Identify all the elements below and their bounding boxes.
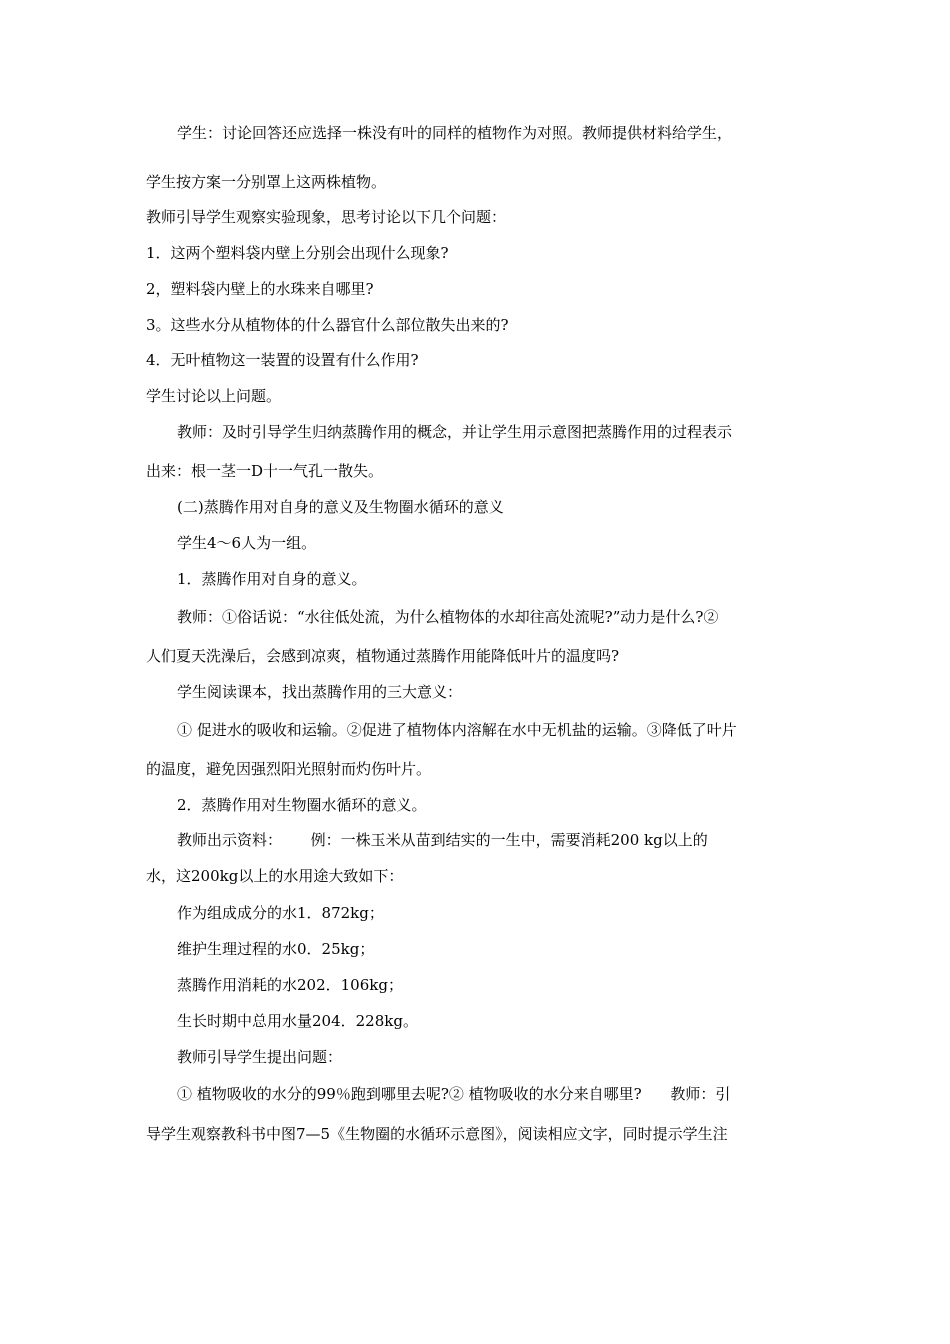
text-line: 教师：及时引导学生归纳蒸腾作用的概念，并让学生用示意图把蒸腾作用的过程表示 xyxy=(177,423,733,441)
text-line: 人们夏天洗澡后，会感到凉爽，植物通过蒸腾作用能降低叶片的温度吗? xyxy=(146,647,620,665)
text-line: 学生：讨论回答还应选择一株没有叶的同样的植物作为对照。教师提供材料给学生， xyxy=(177,124,733,142)
text-line: 1．这两个塑料袋内壁上分别会出现什么现象? xyxy=(146,244,449,262)
text-line: 作为组成成分的水1．872kg； xyxy=(177,904,384,922)
text-line: 水，这200kg以上的水用途大致如下： xyxy=(146,867,404,885)
text-line: 维护生理过程的水0．25kg； xyxy=(177,940,375,958)
text-line: 教师引导学生提出问题： xyxy=(177,1048,343,1066)
text-line: 教师：①俗话说：“水往低处流，为什么植物体的水却往高处流呢?”动力是什么?② xyxy=(177,608,719,626)
text-line: 学生按方案一分别罩上这两株植物。 xyxy=(146,173,387,191)
text-line: 的温度，避免因强烈阳光照射而灼伤叶片。 xyxy=(146,760,432,778)
text-line: 出来：根一茎一D十一气孔一散失。 xyxy=(146,462,384,480)
text-line: 学生讨论以上问题。 xyxy=(146,387,282,405)
text-line: 教师出示资料： 例：一株玉米从苗到结实的一生中，需要消耗200 kg以上的 xyxy=(177,831,708,849)
text-line: ① 促进水的吸收和运输。②促进了植物体内溶解在水中无机盐的运输。③降低了叶片 xyxy=(177,721,737,739)
text-line: 蒸腾作用消耗的水202．106kg； xyxy=(177,976,403,994)
section-heading: (二)蒸腾作用对自身的意义及生物圈水循环的意义 xyxy=(177,498,504,516)
text-line: 2．蒸腾作用对生物圈水循环的意义。 xyxy=(177,796,427,814)
text-line: 3。这些水分从植物体的什么器官什么部位散失出来的? xyxy=(146,316,509,334)
text-line: 4．无叶植物这一装置的设置有什么作用? xyxy=(146,351,419,369)
text-line: 学生阅读课本，找出蒸腾作用的三大意义： xyxy=(177,683,463,701)
text-line: 学生4～6人为一组。 xyxy=(177,534,317,552)
text-line: 2，塑料袋内壁上的水珠来自哪里? xyxy=(146,280,374,298)
text-line: ① 植物吸收的水分的99％跑到哪里去呢?② 植物吸收的水分来自哪里? 教师：引 xyxy=(177,1085,731,1103)
text-line: 生长时期中总用水量204．228kg。 xyxy=(177,1012,418,1030)
text-line: 1．蒸腾作用对自身的意义。 xyxy=(177,570,367,588)
text-line: 教师引导学生观察实验现象，思考讨论以下几个问题： xyxy=(146,208,507,226)
text-line: 导学生观察教科书中图7—5《生物圈的水循环示意图》，阅读相应文字，同时提示学生注 xyxy=(146,1125,728,1143)
